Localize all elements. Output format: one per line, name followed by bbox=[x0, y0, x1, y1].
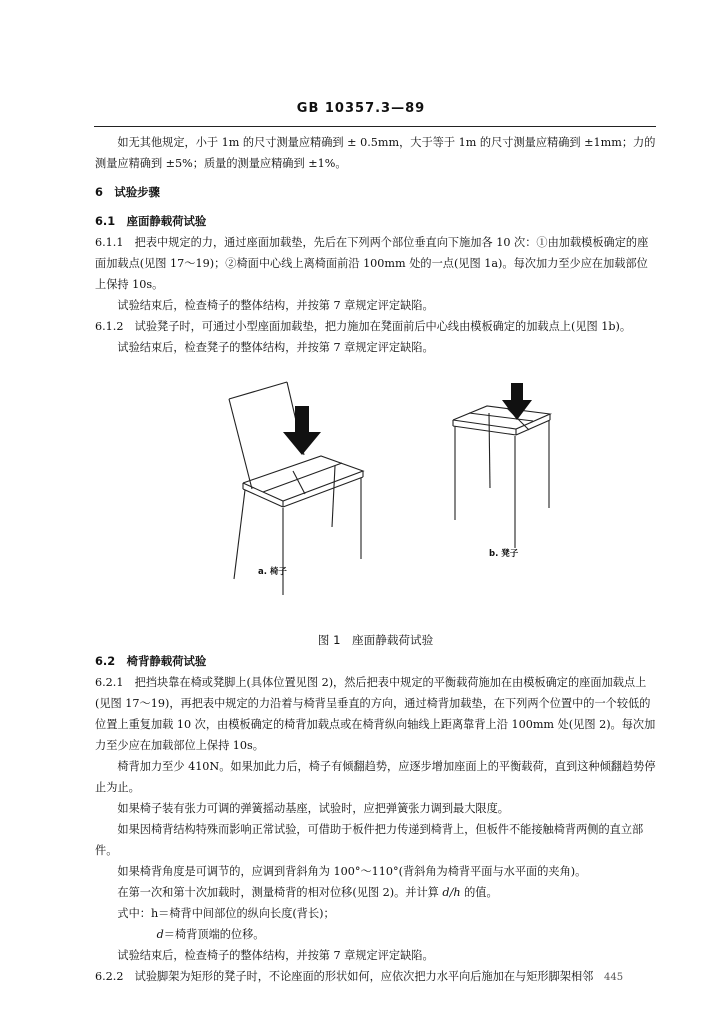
measure-ratio: d/h bbox=[442, 886, 461, 899]
figure-1b-caption: b. 凳子 bbox=[489, 549, 519, 559]
formula-where-d-text: ＝椅背顶端的位移。 bbox=[163, 928, 265, 941]
clause-6-2-1-angle: 如果椅背角度是可调节的，应调到背斜角为 100°～110°(背斜角为椅背平面与水平面的夹角)。 bbox=[117, 865, 587, 878]
stool-illustration bbox=[453, 406, 550, 548]
clause-6-2-1-spring: 如果椅子装有张力可调的弹簧摇动基座，试验时，应把弹簧张力调到最大限度。 bbox=[117, 802, 509, 815]
clause-6-1-1-result: 试验结束后，检查椅子的整体结构，并按第 7 章规定评定缺陷。 bbox=[117, 299, 434, 312]
section-6-1-title: 6.1 座面静载荷试验 bbox=[95, 214, 207, 228]
section-6-2-title: 6.2 椅背静载荷试验 bbox=[95, 654, 207, 668]
formula-where-h: 式中：h＝椅背中间部位的纵向长度(背长)； bbox=[117, 907, 335, 920]
clause-6-2-1-measure bbox=[95, 882, 656, 903]
measure-text-a: 在第一次和第十次加载时，测量椅背的相对位移(见图 2)。并计算 bbox=[117, 886, 443, 899]
standard-code: GB 10357.3—89 bbox=[296, 101, 426, 116]
section-6-title: 6 试验步骤 bbox=[95, 185, 160, 199]
precision-paragraph: 如无其他规定，小于 1m 的尺寸测量应精确到 ± 0.5mm，大于等于 1m 的尺寸测量应精确到 ±1mm；力的测量应精确到 ±5%；质量的测量应精确到 ±1%。 bbox=[95, 136, 656, 170]
figure-1-drawing bbox=[95, 358, 656, 630]
page-number: 445 bbox=[604, 972, 624, 983]
clause-6-2-1-force: 椅背加力至少 410N。如果加此力后，椅子有倾翻趋势，应逐步增加座面上的平衡载荷，直到这种倾翻趋势停止为止。 bbox=[95, 760, 656, 794]
clause-6-2-2: 6.2.2 试验脚架为矩形的凳子时，不论座面的形状如何，应依次把力水平向后施加在与矩形脚架相邻 bbox=[95, 970, 594, 983]
clause-6-1-2-result: 试验结束后，检查凳子的整体结构，并按第 7 章规定评定缺陷。 bbox=[117, 341, 434, 354]
formula-where-d bbox=[95, 924, 656, 945]
clause-6-1-1: 6.1.1 把表中规定的力，通过座面加载垫，先后在下列两个部位垂直向下施加各 10 次：①由加载模板确定的座面加载点(见图 17～19)；②椅面中心线上离椅面前沿 100mm 处的一点(见图 1a)。每次加力至少应在加载部位上保持 10s。 bbox=[95, 236, 649, 291]
clause-6-2-1-structure: 如果因椅背结构特殊而影响正常试验，可借助于板件把力传递到椅背上，但板件不能接触椅背两侧的直立部件。 bbox=[95, 823, 644, 857]
clause-6-1-2: 6.1.2 试验凳子时，可通过小型座面加载垫，把力施加在凳面前后中心线由模板确定的加载点上(见图 1b)。 bbox=[95, 320, 632, 333]
figure-1-caption: 图 1 座面静载荷试验 bbox=[317, 633, 434, 647]
stool-load-arrow bbox=[502, 383, 532, 420]
document-body bbox=[95, 132, 656, 987]
chair-load-arrow bbox=[283, 406, 321, 455]
clause-6-2-1: 6.2.1 把挡块靠在椅或凳脚上(具体位置见图 2)，然后把表中规定的平衡载荷施加在由模板确定的座面加载点上(见图 17～19)，再把表中规定的力沿着与椅背呈垂直的方向，通过椅背加载垫，在下列两个位置中的一个较低的位置上重复加载 10 次，由模板确定的椅背加载点或在椅背纵向轴线上距离靠背上沿 100mm 处(见图 2)。每次加力至少应在加载部位上保持 10s。 bbox=[95, 676, 656, 752]
header-rule bbox=[94, 126, 656, 127]
figure-1a-caption: a. 椅子 bbox=[258, 567, 287, 577]
var-d: d bbox=[156, 928, 164, 941]
clause-6-2-1-result: 试验结束后，检查椅子的整体结构，并按第 7 章规定评定缺陷。 bbox=[117, 949, 434, 962]
measure-text-b: 的值。 bbox=[460, 886, 498, 899]
figure-1 bbox=[95, 358, 656, 630]
